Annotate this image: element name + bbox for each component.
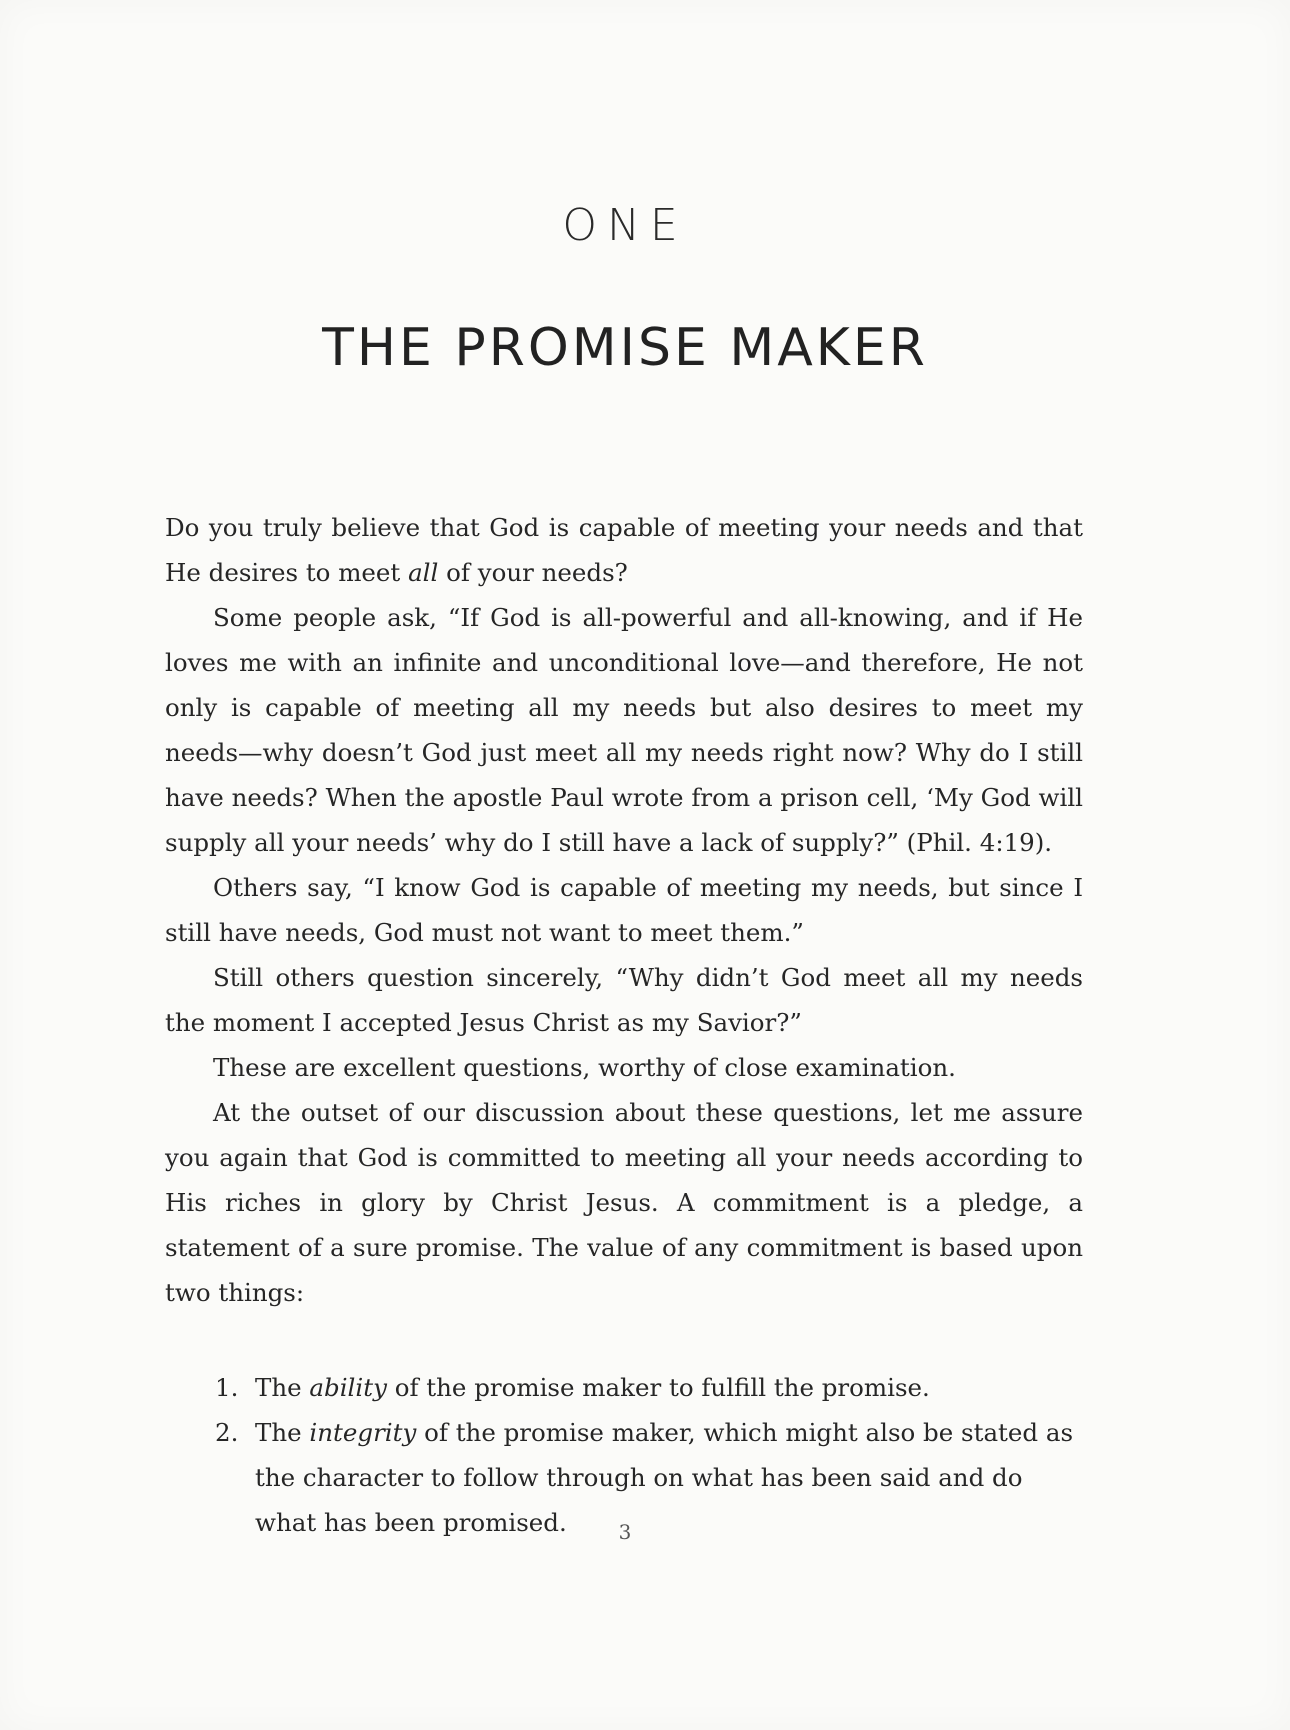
text-run: of the promise maker to fulfill the promise. (386, 1373, 930, 1402)
emphasis-text: all (408, 558, 439, 587)
text-run: of the promise maker, which might also be stated as the character to follow through on what has been said and do what has been promised. (255, 1418, 1074, 1537)
paragraph: Some people ask, “If God is all-powerful and all-knowing, and if He loves me with an infinite and unconditional love—and therefore, He not only is capable of meeting all my needs but also desires to meet my needs—why doesn’t God just meet all my needs right now? Why do I still have needs? When the apostle Paul wrote from a prison cell, ‘My God will supply all your needs’ why do I still have a lack of supply?” (Phil. 4:19). (165, 603, 1083, 857)
emphasis-text: integrity (309, 1418, 417, 1447)
paragraph (165, 505, 1083, 595)
text-run: of your needs? (438, 558, 628, 587)
paragraph: Still others question sincerely, “Why didn’t God meet all my needs the moment I accepted Jesus Christ as my Savior?” (165, 963, 1083, 1037)
list-number: 2. (215, 1418, 239, 1447)
chapter-title: THE PROMISE MAKER (322, 318, 928, 378)
text-run: The (255, 1373, 310, 1402)
chapter-body (165, 505, 1083, 1545)
list-item (215, 1365, 1085, 1410)
page-number: 3 (618, 1520, 632, 1544)
paragraph: These are excellent questions, worthy of close examination. (213, 1053, 956, 1082)
chapter-number: ONE (562, 200, 688, 251)
list-number: 1. (215, 1373, 239, 1402)
text-run: The (255, 1418, 310, 1447)
text-run: Do you truly believe that God is capable of meeting your needs and that He desires to meet (165, 513, 1083, 587)
numbered-list (165, 1365, 1083, 1545)
paragraph: At the outset of our discussion about these questions, let me assure you again that God is committed to meeting all your needs according to His riches in glory by Christ Jesus. A commitment is a pledge, a statement of a sure promise. The value of any commitment is based upon two things: (165, 1098, 1083, 1307)
emphasis-text: ability (309, 1373, 387, 1402)
paragraph: Others say, “I know God is capable of meeting my needs, but since I still have needs, God must not want to meet them.” (165, 873, 1083, 947)
